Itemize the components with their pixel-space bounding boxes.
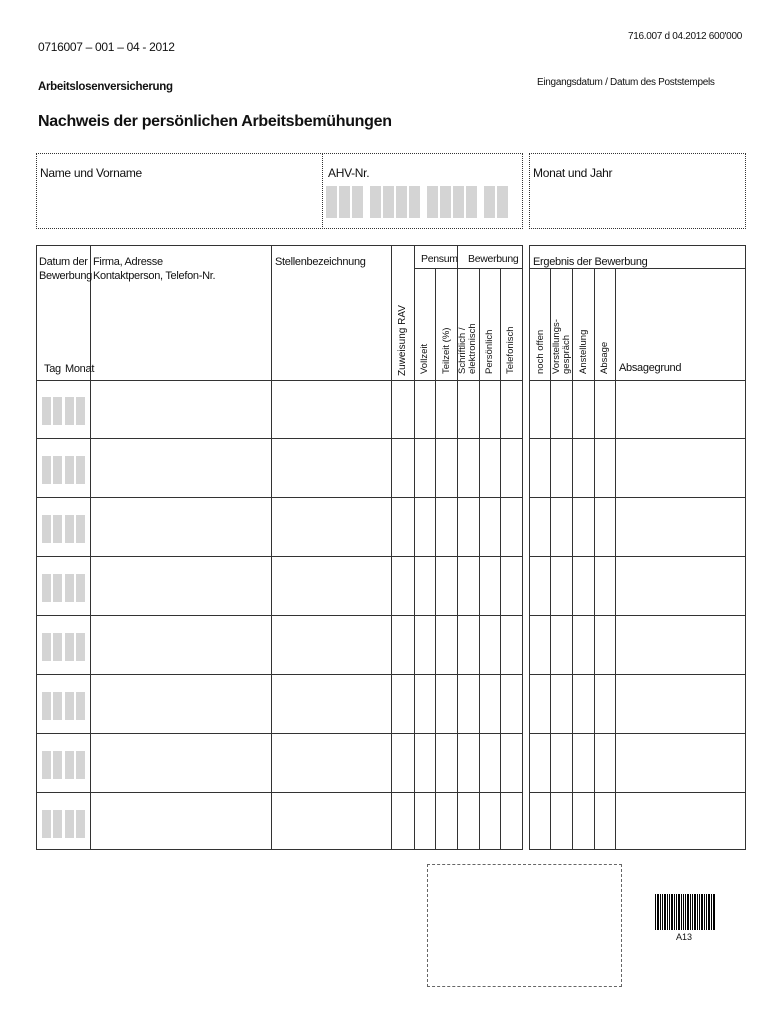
position-header: Stellenbezeichnung [275, 256, 366, 268]
date-field-row-1[interactable] [40, 397, 86, 425]
date-field-row-7[interactable] [40, 751, 86, 779]
rejection-reason-header: Absagegrund [619, 362, 682, 374]
date-header-line1: Datum der [39, 256, 88, 268]
postmark-stamp-area [427, 864, 622, 987]
interview-header-line2: gespräch [561, 334, 572, 374]
date-field-row-2[interactable] [40, 456, 86, 484]
document-code: 0716007 – 001 – 04 - 2012 [38, 40, 175, 54]
date-field-row-4[interactable] [40, 574, 86, 602]
date-field-row-8[interactable] [40, 810, 86, 838]
page-title: Nachweis der persönlichen Arbeitsbemühungen [38, 113, 392, 130]
month-year-label: Monat und Jahr [533, 166, 613, 180]
phone-header: Telefonisch [505, 326, 516, 374]
stamp-date-label: Eingangsdatum / Datum des Poststempels [537, 77, 715, 88]
written-header-line2: elektronisch [467, 323, 478, 374]
ahv-label: AHV-Nr. [328, 166, 370, 180]
interview-header-line1: Vorstellungs- [551, 319, 562, 374]
barcode-icon [655, 894, 715, 930]
written-header-line1: Schriftlich / [457, 327, 468, 374]
result-header: Ergebnis der Bewerbung [533, 256, 648, 268]
date-header-line2: Bewerbung [39, 270, 92, 282]
date-field-row-5[interactable] [40, 633, 86, 661]
pensum-header: Pensum [421, 253, 458, 265]
month-year-field[interactable] [531, 184, 743, 226]
application-header: Bewerbung [468, 253, 519, 265]
full-time-header: Vollzeit [419, 343, 430, 374]
personal-header: Persönlich [484, 329, 495, 374]
barcode-label: A13 [676, 932, 693, 942]
name-field[interactable] [38, 184, 320, 226]
company-header-line2: Kontaktperson, Telefon-Nr. [93, 270, 216, 282]
insurance-heading: Arbeitslosenversicherung [38, 81, 173, 93]
open-header: noch offen [535, 329, 546, 374]
part-time-header: Teilzeit (%) [441, 327, 452, 374]
rav-header: Zuweisung RAV [397, 305, 408, 376]
hired-header: Anstellung [578, 329, 589, 374]
company-header-line1: Firma, Adresse [93, 256, 163, 268]
ahv-number-field[interactable] [324, 186, 520, 218]
name-label: Name und Vorname [40, 166, 142, 180]
day-header: Tag [44, 363, 61, 375]
date-field-row-6[interactable] [40, 692, 86, 720]
form-reference: 716.007 d 04.2012 600'000 [628, 31, 742, 42]
rejection-header: Absage [599, 341, 610, 374]
month-header: Monat [65, 363, 95, 375]
date-field-row-3[interactable] [40, 515, 86, 543]
